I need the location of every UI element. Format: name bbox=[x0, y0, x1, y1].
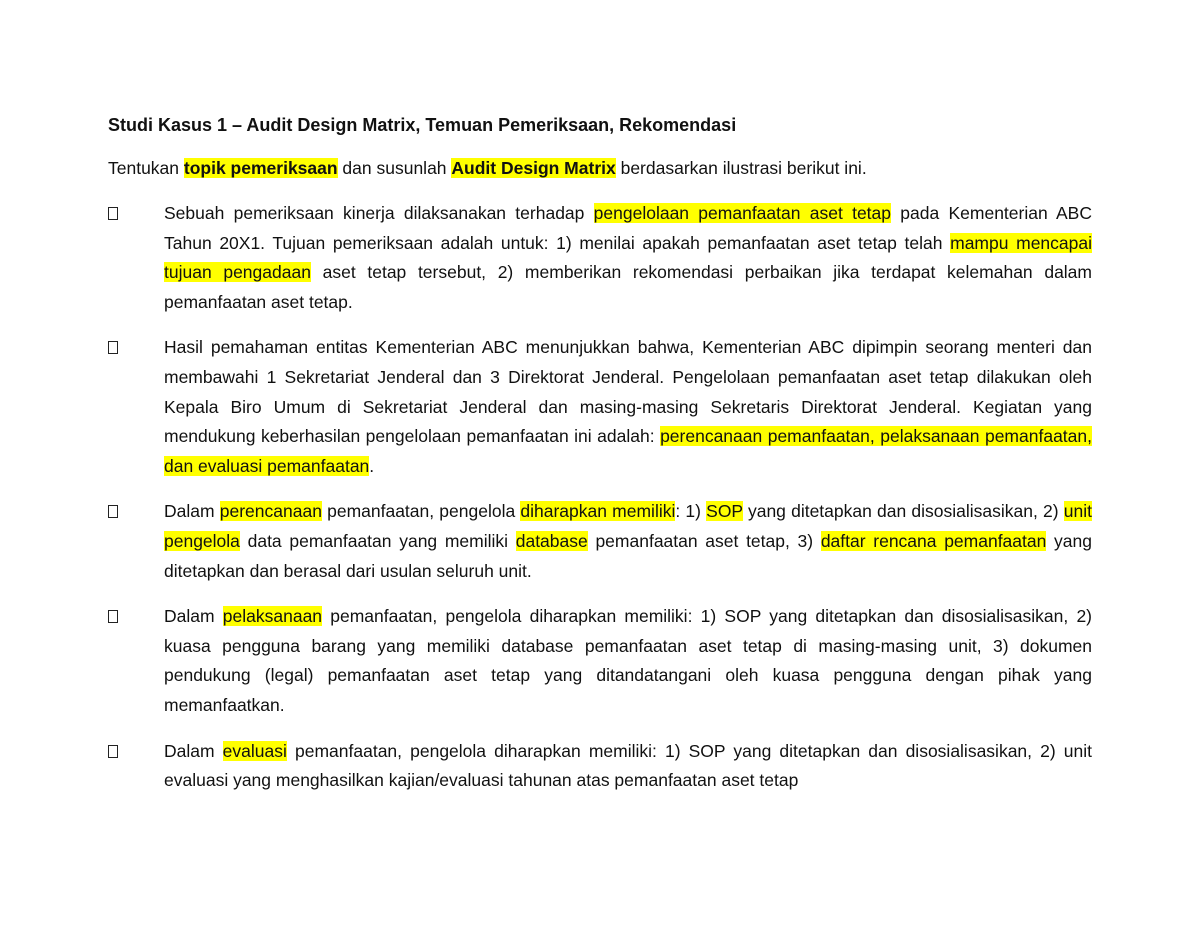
highlight-run: daftar rencana pemanfaatan bbox=[820, 530, 1047, 551]
bullet-list bbox=[108, 199, 1092, 812]
bullet-text bbox=[164, 333, 1092, 481]
text-run: Dalam bbox=[164, 501, 220, 522]
highlight-run: perencanaan bbox=[219, 501, 322, 522]
bullet-text bbox=[164, 737, 1092, 796]
text-run: . bbox=[369, 455, 375, 476]
bullet-text bbox=[164, 199, 1092, 317]
text-run: : 1) bbox=[675, 501, 707, 522]
missing-glyph-box-icon bbox=[108, 341, 118, 354]
text-run: pemanfaatan aset tetap, 3) bbox=[587, 530, 821, 551]
text-run: pemanfaatan, pengelola diharapkan memiliki: 1) SOP yang ditetapkan dan disosialisasikan, 2) kuasa pengguna barang yang memiliki database pemanfaatan aset tetap di masing-masing unit, 3) dokumen pendukung (legal) pemanfaatan aset tetap yang ditandatangani oleh kuasa pengguna dengan pihak yang memanfaatkan. bbox=[164, 606, 1092, 715]
missing-glyph-box-icon bbox=[108, 610, 118, 623]
bullet-item-5 bbox=[108, 737, 1092, 796]
bullet-item-1 bbox=[108, 199, 1092, 317]
missing-glyph-box-icon bbox=[108, 207, 118, 220]
highlight-run: evaluasi bbox=[222, 740, 287, 761]
bullet-item-3 bbox=[108, 497, 1092, 586]
instruction-line bbox=[108, 155, 867, 181]
highlight-run: database bbox=[515, 530, 588, 551]
text-run: aset tetap tersebut, 2) memberikan rekomendasi perbaikan jika terdapat kelemahan dalam pemanfaatan aset tetap. bbox=[164, 262, 1092, 312]
text-run: Hasil pemahaman entitas Kementerian ABC menunjukkan bahwa, Kementerian ABC dipimpin seorang menteri dan membawahi 1 Sekretariat Jenderal dan 3 Direktorat Jenderal. Pengelolaan pemanfaatan aset tetap dilakukan oleh Kepala Biro Umum di Sekretariat Jenderal dan masing-masing Sekretaris Direktorat Jenderal. Kegiatan yang mendukung keberhasilan pengelolaan pemanfaatan ini adalah: bbox=[164, 337, 1092, 447]
instruction-text: Tentukan bbox=[108, 158, 184, 178]
text-run: pemanfaatan, pengelola diharapkan memiliki: 1) SOP yang ditetapkan dan disosialisasikan, 2) unit evaluasi yang menghasilkan kajian/evaluasi tahunan atas pemanfaatan aset tetap bbox=[164, 740, 1092, 791]
highlight-topik-pemeriksaan: topik pemeriksaan bbox=[183, 158, 338, 178]
text-run: pemanfaatan, pengelola bbox=[321, 501, 521, 522]
instruction-text: dan susunlah bbox=[337, 158, 452, 178]
bullet-item-4 bbox=[108, 602, 1092, 720]
text-run: Dalam bbox=[164, 740, 223, 761]
highlight-run: mampu mencapai tujuan pengadaan bbox=[164, 232, 1092, 283]
missing-glyph-box-icon bbox=[108, 745, 118, 758]
page-title: Studi Kasus 1 – Audit Design Matrix, Temuan Pemeriksaan, Rekomendasi bbox=[108, 115, 737, 135]
text-run: yang ditetapkan dan berasal dari usulan seluruh unit. bbox=[164, 530, 1093, 581]
instruction-text: berdasarkan ilustrasi berikut ini. bbox=[615, 158, 867, 178]
missing-glyph-box-icon bbox=[108, 505, 118, 518]
text-run: pada Kementerian ABC Tahun 20X1. Tujuan pemeriksaan adalah untuk: 1) menilai apakah pemanfaatan aset tetap telah bbox=[164, 203, 1092, 253]
highlight-run: diharapkan memiliki bbox=[520, 501, 676, 522]
text-run: yang ditetapkan dan disosialisasikan, 2) bbox=[742, 501, 1064, 522]
text-run: data pemanfaatan yang memiliki bbox=[239, 530, 516, 551]
highlight-run: unit pengelola bbox=[164, 501, 1092, 551]
bullet-item-2 bbox=[108, 333, 1092, 481]
bullet-text bbox=[164, 497, 1092, 586]
highlight-run: SOP bbox=[706, 501, 743, 522]
highlight-run: pelaksanaan bbox=[222, 606, 323, 627]
highlight-run: perencanaan pemanfaatan, pelaksanaan pemanfaatan, dan evaluasi pemanfaatan bbox=[164, 426, 1092, 476]
text-run: Dalam bbox=[164, 606, 223, 627]
highlight-audit-design-matrix: Audit Design Matrix bbox=[451, 158, 616, 178]
highlight-run: pengelolaan pemanfaatan aset tetap bbox=[593, 203, 892, 223]
bullet-text bbox=[164, 602, 1092, 720]
text-run: Sebuah pemeriksaan kinerja dilaksanakan terhadap bbox=[164, 203, 594, 223]
